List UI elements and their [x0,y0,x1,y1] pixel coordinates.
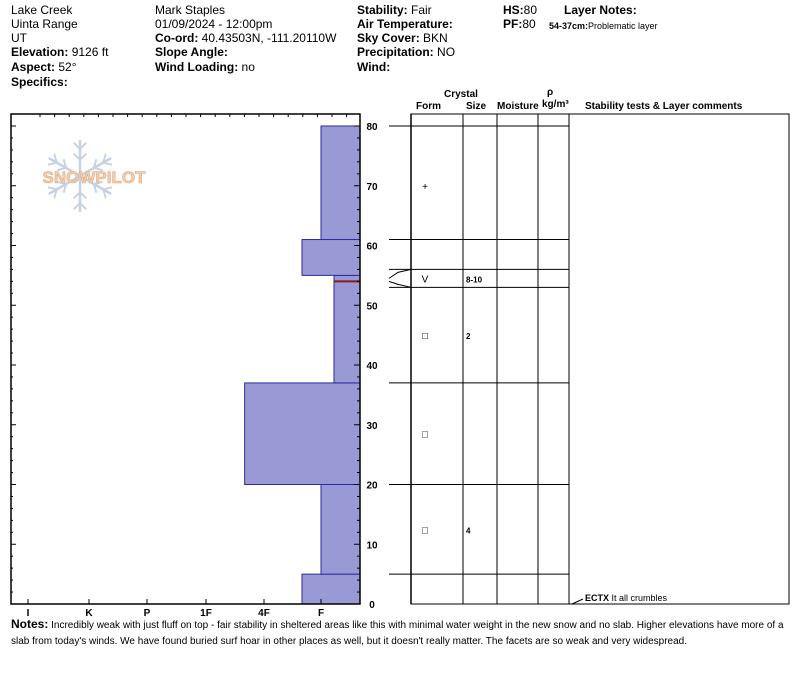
test-label: ECTX It all crumbles [585,593,668,603]
layer-connector [389,269,411,278]
x-tick-label: 4F [258,608,270,619]
aspect-label: Aspect: [11,60,56,74]
hardness-plot-frame [11,114,360,604]
col-crystal: Crystal [444,89,478,100]
grain-marks [422,182,483,537]
sky-label: Sky Cover: [357,31,420,45]
x-tick-label: 1F [200,608,212,619]
stability-value: Fair [411,3,432,17]
hs-value: 80 [523,3,538,17]
notes [11,616,791,650]
hardness-bar [245,383,360,485]
slope-label: Slope Angle: [155,45,228,59]
y-tick-label: 70 [366,181,378,193]
snowpilot-logo [43,140,147,212]
specifics-label: Specifics: [11,75,68,89]
layer-note-text: Problematic layer [588,21,658,31]
grain-form: + [422,181,428,193]
y-tick-label: 20 [366,480,378,492]
col-form: Form [416,101,441,112]
flake-branch [48,163,57,165]
y-tick-label: 50 [366,301,378,313]
x-axis [27,114,347,619]
datetime: 01/09/2024 - 12:00pm [155,17,273,31]
wind-loading-value: no [241,60,255,74]
flake-branch [103,187,112,189]
state: UT [11,31,27,45]
coord-label: Co-ord: [155,31,199,45]
logo-text: SNOWPILOT [42,168,146,187]
grain-form: V [421,274,429,286]
y-tick-label: 60 [366,241,378,253]
col-moisture: Moisture [497,101,539,112]
hardness-bar [334,281,360,383]
layer-note-range: 54-37cm: [549,21,589,31]
hardness-bar [302,574,360,604]
precip-value: NO [437,45,456,59]
wind-loading-label: Wind Loading: [155,60,239,74]
stability-label: Stability: [357,3,408,17]
flake-branch [48,187,57,189]
chart-frame [11,114,789,604]
y-tick-label: 10 [366,540,378,552]
elevation-label: Elevation: [11,45,69,59]
grain-form: □ [421,429,429,441]
grain-size: 2 [466,332,471,342]
grain-size: 8-10 [466,275,483,285]
test-pointer [572,599,583,604]
pf-value: 80 [522,17,536,31]
pf-label: PF: [503,17,523,31]
coord-value: 40.43503N, -111.20110W [201,31,337,45]
y-tick-label: 0 [369,600,375,611]
layer-connector [389,281,411,287]
col-comments: Stability tests & Layer comments [585,101,743,112]
air-temp-label: Air Temperature: [357,17,453,31]
range: Uinta Range [11,17,78,31]
y-tick-label: 30 [366,420,378,432]
hardness-bar [321,126,360,240]
col-rho: ρ [547,87,554,98]
x-tick-label: K [85,608,93,619]
notes-label: Notes: [11,617,49,631]
grain-form: □ [421,525,429,537]
precip-label: Precipitation: [357,45,434,59]
stability-tests [572,593,668,604]
x-tick-label: I [26,608,30,619]
x-tick-label: F [317,608,325,619]
location: Lake Creek [11,3,73,17]
wind-label: Wind: [357,60,391,74]
flake-branch [103,163,112,165]
col-size: Size [466,101,487,112]
col-density: kg/m³ [542,99,569,110]
hardness-bar [321,485,360,575]
hardness-bars [245,126,360,604]
hardness-bar [302,240,360,276]
layer-grid [389,126,569,574]
y-tick-label: 40 [366,361,378,372]
notes-text: Incredibly weak with just fluff on top - fair stability in sheltered areas like this with minimal water weight in the new snow and no slab. Higher elevations have more of a slab from today's winds. We have found buried surf hoar in other places as well, but it doesn't really matter. The facets are so weak and very widespread. [11,620,784,647]
hs-label: HS: [503,3,524,17]
aspect-value: 52° [58,60,77,74]
sky-value: BKN [423,31,448,45]
grain-size: 4 [466,526,471,536]
y-tick-label: 80 [366,122,378,133]
layer-notes-label: Layer Notes: [564,3,637,17]
x-tick-label: P [143,608,151,619]
observer: Mark Staples [155,3,226,17]
elevation-value: 9126 ft [71,45,109,59]
grain-form: □ [421,331,429,343]
